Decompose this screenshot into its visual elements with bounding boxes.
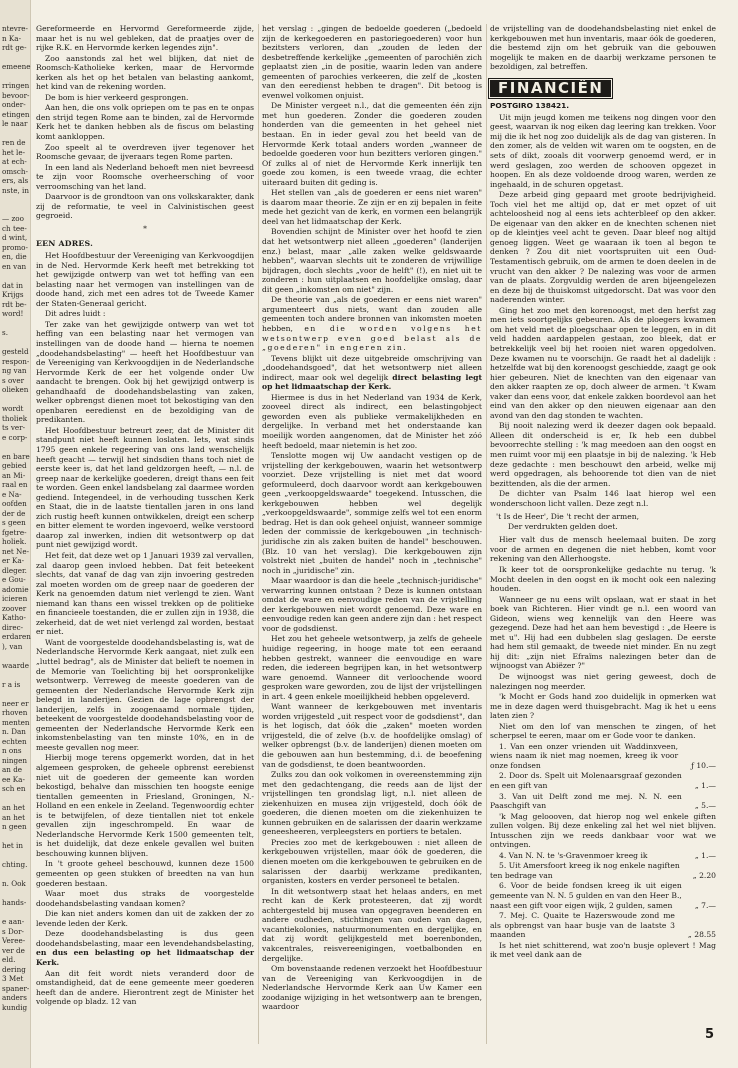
paragraph: Waar moet dus straks de voorgestelde doodehandsbelasting vandaan komen?: [36, 889, 254, 908]
gift-entry: [490, 771, 716, 790]
gutter-text-fragment: — zoo: [2, 214, 24, 223]
gift-entry: [490, 792, 716, 811]
gutter-text-fragment: ts ver-: [2, 423, 26, 432]
page-number: 5: [704, 1027, 714, 1042]
paragraph: De dichter van Psalm 146 laat hierop wel een wonderschoon licht vallen. Deze zegt n.l.: [490, 489, 716, 508]
gutter-text-fragment: tholiek: [2, 413, 28, 423]
gutter-text-fragment: r a is: [2, 679, 21, 689]
gutter-text-fragment: net Ne-: [2, 546, 30, 556]
bold-text: direct belasting legt op het lidmaatschap der Kerk.: [262, 372, 482, 392]
gutter-text-fragment: rdt be-: [2, 299, 27, 309]
gutter-text-fragment: ), van: [2, 641, 23, 651]
gutter-text-fragment: an het: [2, 812, 25, 822]
spaced-text: en die worden volgens het wetsontwerp even goed belast als de „goederen" in engeren zin.: [262, 323, 482, 353]
paragraph: Hiermee is dus in het Nederland van 1934 de Kerk, zooveel direct als indirect, een belastingobject geworden even als publieke vermakelijkheden en dergelijke. In verband met het onderstaande kan moeilijk worden aangenomen, dat de Minister het zóó heeft bedoeld, maar nietemin is het zoo.: [262, 392, 482, 450]
paragraph: het verslag : „gingen de bedoelde goederen („bedoeld zijn de kerkegoederen en pastoriegoederen) voor hun bezitsters verloren, dan „zouden de leden der desbetreffende kerkelijke „gemeenten of parochiën zich geplaatst zien „in de positie, waarin leden van andere gemeenten of parochies verkeeren, die zelf de „kosten van den eeredienst hebben te dragen". Dit betoog is evenwel volkomen onjuist.: [262, 24, 482, 100]
gutter-text-fragment: erdaren: [2, 632, 31, 641]
paragraph: [36, 929, 254, 967]
gift-entry: [490, 861, 716, 880]
paragraph: [262, 295, 482, 352]
paragraph: Aan dit feit wordt niets veranderd door de omstandigheid, dat de eene gemeente meer goederen heeft dan de andere. Hierontrent zegt de Minister het volgende op bladz. 12 van: [36, 968, 254, 1007]
gutter-text-fragment: e corp-: [2, 432, 28, 442]
paragraph: De Minister vergeet n.l., dat die gemeenten één zijn met hun goederen. Zonder die goederen zouden honderden van die gemeenten in het geheel niet bestaan. En in ieder geval zou het beeld van de Hervormde Kerk totaal anders worden „wanneer de bedoelde goederen voor hun bezitters verloren gingen." Of zulks al of niet de Hervormde Kerk innerlijk ten goede zou komen, is een tweede vraag, die echter uiteraard buiten dit geding is.: [262, 101, 482, 187]
gift-description: 4. Van N. N. te 's-Gravenmoer kreeg ik: [499, 850, 648, 860]
paragraph: In dit wetsontwerp staat het helaas anders, en met recht kan de Kerk protesteeren, dat zij wordt achtergesteld bij musea van opgegraven beenderen en andere oudheden, stichtingen van ouden van dagen, vacantiekolonies, natuurmonumenten en dergelijke, en dat zij wordt gelijkgesteld met boerenbonden, vakcentrales, reisvereenigingen, voetbalbonden en dergelijke.: [262, 886, 482, 963]
gift-entry: [490, 911, 716, 940]
gutter-text-fragment: dering: [2, 964, 26, 974]
previous-page-margin: [0, 0, 31, 1068]
paragraph: Want de voorgestelde doodehandsbelasting is, wat de Nederlandsche Hervormde Kerk aangaat, niet zulk een „luttel bedrag", als de Minister dat belieft te noemen in de Memorie van Toelichting bij het oorspronkelijke wetsontwerp. Verreweg de meeste goederen van de gemeenten der Nederlandsche Hervormde Kerk zijn belegd in landerijen. Gezien de lage opbrengst der landerijen, zelfs in zoogenaamd normale tijden, beteekent de voorgestelde doodehandsbelasting voor de gemeenten der Nederlandsche Hervormde Kerk een inkomstenbelasting van ten minste 10%, en in de meeste gevallen nog meer.: [36, 637, 254, 752]
gutter-text-fragment: der de: [2, 508, 26, 518]
gutter-text-fragment: n. Dan: [2, 727, 26, 736]
paragraph: Ik keer tot de oorspronkelijke gedachte nu terug. 'k Mocht deelen in den oogst en ik mocht ook een nalezing houden.: [490, 564, 716, 594]
gift-description: 2. Door ds. Spelt uit Molenaarsgraaf gezonden en een gift van: [490, 771, 682, 791]
gutter-text-fragment: hands-: [2, 898, 27, 907]
gutter-text-fragment: ningen: [2, 755, 28, 765]
gutter-text-fragment: anders: [2, 993, 27, 1002]
gutter-text-fragment: kundig: [2, 1002, 28, 1012]
gutter-text-fragment: en van: [2, 261, 27, 271]
gutter-text-fragment: ers, als: [2, 176, 29, 185]
paragraph: Daarvoor is de grondtoon van ons volkskarakter, dank zij de reformatie, te veel in Calvinistischen geest gegroeid.: [36, 192, 254, 221]
section-heading: EEN ADRES.: [36, 239, 94, 249]
gutter-text-fragment: ren de: [2, 138, 26, 147]
paragraph: Aan hen, die ons volk opriepen om te pas en te onpas den strijd tegen Rome aan te binden, zal de Hervormde Kerk het te danken hebben als de fiscus om belasting komt aankloppen.: [36, 103, 254, 142]
gutter-text-fragment: chting.: [2, 860, 28, 869]
gift-amount: ƒ 10.—: [691, 760, 716, 770]
paragraph: In 't groote geheel beschouwd, kunnen deze 1500 gemeenten op geen stukken of breedten na van hun goederen bestaan.: [36, 859, 254, 888]
paragraph: Het Hoofdbestuur betreurt zeer, dat de Minister dit standpunt niet heeft kunnen loslaten. Iets, wat sinds 1795 geen enkele regeering van ons land wenschelijk heeft geacht — terwijl het sindsdien thans toch niet de eerste keer is, dat het land geldzorgen heeft, — n.l. de greep naar de kerkelijke goederen, dreigt thans een feit te worden. Geen enkel landsbelang zal daarmee worden gediend. Integendeel, in de verhouding tusschen Kerk en Staat, die in de laatste tientallen jaren in ons land zich rustig heeft kunnen ontwikkelen, dreigt een scherp en bitter element te worden ingevoerd, welke verstoord daarop zal inwerken, indien dit wetsontwerp op dat punt niet gewijzigd wordt.: [36, 425, 254, 550]
paragraph: Het feit, dat deze wet op 1 Januari 1939 zal vervallen, zal daarop geen invloed hebben. Dat feit beteekent slechts, dat vanaf de dag van zijn invoering gestreden zal moeten worden om de greep naar de goederen der Kerk na genoemden datum niet verlengd te zien. Want niemand kan thans een wissel trekken op de politieke en financieele toestanden, die er zullen zijn in 1938, die zekerheid, dat de wet niet verlengd zal worden, bestaat er niet.: [36, 550, 254, 637]
paragraph: [262, 354, 482, 392]
gutter-text-fragment: omsch-: [2, 166, 28, 176]
gutter-text-fragment: s over: [2, 375, 25, 385]
paragraph: Hier valt dus de mensch heelemaal buiten. De zorg voor de armen en degenen die niet hebben, komt voor rekening van den Allerhoogste.: [490, 535, 716, 564]
paragraph: 'k Mag geloooven, dat hierop nog wel enkele giften zullen volgen. Bij deze enkeling zal het wel niet blijven. Intusschen zijn we reeds dankbaar voor wat we ontvingen.: [490, 811, 716, 850]
paragraph: Zoo speelt al te overdreven ijver tegenover het Roomsche gevaar, de ijveraars tegen Rome parten.: [36, 142, 254, 162]
gutter-text-fragment: rdt ge-: [2, 43, 27, 52]
gutter-text-fragment: onder-: [2, 100, 26, 109]
gutter-text-fragment: en bare: [2, 451, 30, 461]
paragraph: Tenslotte mogen wij Uw aandacht vestigen op de vrijstelling der kerkgebouwen, waarin het wetsontwerp voorziet. Deze vrijstelling is niet met dat woord geformuleerd, doch daarvoor wordt aan kerkgebouwen geen „verkoopgeldswaarde" toegekend. Intusschen, die kerkgebouwen hebben wel degelijk „verkoopgeldswaarde", sommige zelfs wel tot een enorm bedrag. Het is dan ook geheel onjuist, wanneer sommige leden der commissie de kerkgebouwen „in technisch-juridische zin als zaken buiten de handel" beschouwen. (Blz. 10 van het verslag). Die kerkgebouwen zijn volstrekt niet „buiten de handel" noch in „technische" noch in „juridische" zin.: [262, 451, 482, 575]
gift-amount: „ 1.—: [694, 850, 716, 860]
gutter-text-fragment: at ech-: [2, 157, 27, 166]
column-divider: [258, 24, 259, 1044]
paragraph: De wijnoogst was niet gering geweest, doch de nalezingen nog meerder.: [490, 672, 716, 691]
gutter-text-fragment: dleger.: [2, 565, 27, 575]
gift-amount: „ 7.—: [694, 900, 716, 910]
paragraph: Niet om den lof van menschen te zingen, of het scherpsel te eeren, maar om er Gode voor te danken.: [490, 721, 716, 741]
gutter-text-fragment: ee Ka-: [2, 774, 25, 784]
gutter-text-fragment: n. Ook: [2, 879, 26, 888]
gutter-text-fragment: emeene: [2, 62, 31, 71]
gutter-text-fragment: rhoven: [2, 708, 28, 717]
gutter-text-fragment: eld.: [2, 955, 16, 964]
paragraph: Het stellen van „als de goederen er eens niet waren" is daarom maar theorie. Ze zijn er en zij bepalen in feite mede het gezicht van de kerk, en vormen een belangrijk deel van het lidmaatschap der Kerk.: [262, 188, 482, 226]
gutter-text-fragment: ng van: [2, 366, 27, 375]
gutter-text-fragment: ntevre-: [2, 24, 28, 33]
paragraph: Die kan niet anders komen dan uit de zakken der zo levende leden der Kerk.: [36, 909, 254, 928]
gutter-text-fragment: sch en: [2, 784, 26, 793]
gutter-text-fragment: Katho-: [2, 613, 26, 622]
paragraph: Het Hoofdbestuur der Vereeniging van Kerkvoogdijen in de Ned. Hervormde Kerk heeft met betrekking tot het gewijzigde ontwerp van wet tot heffing van een belasting naar het vermogen van instellingen van de doode hand, zich met een adres tot de Tweede Kamer der Staten-Generaal gericht.: [36, 251, 254, 308]
gutter-text-fragment: n Ka-: [2, 33, 21, 43]
gutter-text-fragment: zoover: [2, 603, 27, 613]
paragraph: de vrijstelling van de doodehandsbelasting niet enkel de kerkgebouwen met hun inventaris, maar óók de goederen, die bestemd zijn om het gebruik van die gebouwen mogelijk te maken en de daarbij werkzame personen te bezoldigen, zal betreffen.: [490, 24, 716, 72]
gutter-text-fragment: fgetre-: [2, 527, 27, 537]
gutter-text-fragment: ch tee-: [2, 223, 27, 233]
gutter-text-fragment: het le-: [2, 147, 26, 157]
gutter-text-fragment: ver de: [2, 945, 25, 955]
gutter-text-fragment: s Dor-: [2, 926, 24, 936]
financien-title: FINANCIËN: [490, 80, 611, 98]
gutter-text-fragment: n ons: [2, 746, 22, 755]
paragraph: In een land als Nederland behoeft men niet bevreesd te zijn voor Roomsche overheersching of voor verroomsching van het land.: [36, 162, 254, 191]
gutter-text-fragment: word!: [2, 309, 24, 318]
postgiro-number: POSTGIRO 138421.: [490, 101, 570, 111]
text: Tevens blijkt uit deze uitgebreide omschrijving van „doodehandsgoed", dat het wetsontwerp niet alleen indirect, maar ook wel degelijk: [262, 353, 482, 382]
paragraph: Want wanneer de kerkgebouwen met inventaris worden vrijgesteld „uit respect voor de godsdienst", dan is het logisch, dat óók die „zaken" moeten worden vrijgesteld, die of zelve (b.v. de hoofdelijke omslag) of welker opbrengst (b.v. de landerijen) dienen moeten om die gebouwen aan hun bestemming, d.i. de beoefening van de godsdienst, te doen beantwoorden.: [262, 702, 482, 769]
gift-description: 7. Mej. C. Quaite te Hazerswoude zond me als opbrengst van haar busje van de laatste 3 maanden: [490, 911, 675, 940]
gutter-text-fragment: direc-: [2, 622, 24, 632]
column-3: [490, 24, 716, 960]
gutter-text-fragment: le naar: [2, 119, 28, 128]
gutter-text-fragment: nste, in: [2, 185, 29, 195]
paragraph: Hierbij moge terens opgemerkt worden, dat in het algemeen gesproken, de geheele opbrenst eerebienst niet uit de goederen der gemeente kan worden bekostigd, behalve dan misschien ten hoogste eenige tientallen gemeenten in Friesland, Groningen, N.-Holland en een enkele in Zeeland. Tegenwoordig echter is te betwijfelen, of deze tientallen niet tot enkele gevallen zijn ingeschrompeld. En waar de Nederlandsche Hervormde Kerk 1500 gemeenten telt, is het duidelijk, dat deze enkele gevallen wel buiten beschouwing kunnen blijven.: [36, 753, 254, 858]
gutter-text-fragment: an de: [2, 765, 23, 774]
paragraph: De bom is hier verkeerd gesprongen.: [45, 92, 189, 102]
gutter-text-fragment: raal en: [2, 480, 28, 489]
gutter-text-fragment: promo-: [2, 242, 28, 252]
paragraph: Uit mijn jeugd komen me teikens nog dingen voor den geest, waarvan ik nog eiken dag leering kan trekken. Voor mij die ik het nog zoo duidelijk als de dag van gisteren. In den zomer, als de velden wit waren om te oogsten, en de sets of dikt, zooals dit voorwerp genoemd werd, er in werd geslagen, zoo werden de schooven opgezet in hoopen. En als deze voldoende droog waren, werden ze ingehaald, in de schuren opgetast.: [490, 112, 716, 189]
gift-description: 5. Uit Amersfoort kreeg ik nog enkele nagiften ten bedrage van: [490, 861, 680, 880]
column-2: [262, 24, 482, 1012]
column-divider: [486, 24, 487, 1044]
gutter-text-fragment: e aan-: [2, 917, 25, 926]
gutter-text-fragment: er Ka-: [2, 556, 25, 565]
gutter-text-fragment: oofden: [2, 499, 27, 508]
paragraph: Deze arbeid ging gepaard met groote bedrijvigheid. Toch viel het me altijd op, dat er met opzet of uit achteloosheid nog al eens iets achterbleef op den akker. De eigenaar van den akker en de knechten schenen niet op de kleintjes veel acht te geven. Daar bleef nog altijd genoeg liggen. Weet ge waaraan ik toen al begon te denken ? Zou dit niet voortspruiten uit een Oud-Testamentisch gebruik, om de armen te doen deelen in de vrucht van den akker ? De nalezing was voor de armen van de plaats. Zorgvuldig werden de aren bijeengelezen en deze bij de thuiskomst uitgedorscht. Dat was voor den naderenden winter.: [490, 190, 716, 305]
gutter-text-fragment: olieken: [2, 385, 29, 394]
gutter-text-fragment: wordt: [2, 404, 24, 413]
paragraph: Maar waardoor is dan die heele „technisch-juridische" verwarring kunnen ontstaan ? Deze is kunnen ontstaan omdat de ware en eenvoudige reden van de vrijstelling der kerkgebouwen niet wordt genoemd. Deze ware en eenvoudige reden kan geen andere zijn dan : het respect voor de godsdienst.: [262, 576, 482, 633]
gift-amount: „ 28.55: [687, 930, 716, 940]
text: Deze doodehandsbelasting is dus geen doodehandsbelasting, maar een levendehandsbelasting,: [36, 929, 254, 948]
section-separator: *: [143, 223, 147, 233]
gutter-text-fragment: rringen: [2, 81, 30, 90]
psalm-quote: [490, 522, 716, 532]
gift-entry: [490, 851, 716, 861]
gift-description: 3. Van uit Delft zond me mej. N. N. een Paaschgift van: [490, 791, 682, 811]
gutter-text-fragment: e Gou-: [2, 575, 26, 584]
gutter-text-fragment: s.: [2, 328, 8, 337]
gift-description: 1. Van een onzer vrienden uit Waddinxveen, wiens naam ik niet mag noemen, kreeg ik voor onze fondsen: [490, 741, 679, 770]
paragraph: Zulks zou dan ook volkomen in overeenstemming zijn met den gedachtengang, die reeds aan de lijst der vrijstellingen ten grondslag ligt, n.l. niet alleen de ziekenhuizen en musea zijn vrijgesteld, doch óók de goederen, die dienen moeten om die ziekenhuizen te kunnen gebruiken en de salarissen der daarin werkzame geneesheeren, verpleegsters en portiers te betalen.: [262, 770, 482, 837]
paragraph: Het zou het geheele wetsontwerp, ja zelfs de geheele huidige regeering, in hooge mate tot een eeraand hebben gestrekt, wanneer die eenvoudige en ware reden, die iedereen begrijpen kan, in het wetsontwerp ware genoemd. Wanneer dit verloochende woord gesproken ware geworden, zou de lijst der vrijstellingen in art. 4 geen enkele moeilijkheid hebben opgeleverd.: [262, 634, 482, 701]
gutter-text-fragment: gesteld: [2, 347, 29, 356]
paragraph: Ter zake van het gewijzigde ontwerp van wet tot heffing van een belasting naar het vermogen van instellingen van de doode hand — hierna te noemen „doodehandsbelasting" — heeft het Hoofdbestuur van de Vereeniging van Kerkvoogdijen in de Nederlandsche Hervormde Kerk de eer het volgende onder Uw aandacht te brengen. Ook bij het gewijzigd ontwerp is gehandhaafd de doodehandsbelasting van zaken, welker opbrengst dienen moet tot bekostiging van den openbaren eeredienst en de bezoldiging van de predikanten.: [36, 319, 254, 425]
paragraph: Zoo aanstonds zal het wel blijken, dat niet de Roomsch-Katholieke kerken, maar de Hervormde kerken als het op het betalen van belasting aankomt, het kind van de rekening worden.: [36, 53, 254, 92]
gift-entry: [490, 881, 716, 910]
gutter-text-fragment: respon-: [2, 356, 30, 366]
gutter-text-fragment: neer er: [2, 698, 29, 708]
text: De theorie van „als de goederen er eens niet waren" argumenteert dus niets, want dan zouden alle gemeenten toch andere bronnen van inkomsten moeten hebben,: [262, 295, 482, 333]
gift-entry: [490, 742, 716, 771]
gutter-text-fragment: menten: [2, 717, 30, 727]
gutter-text-fragment: 3 Met: [2, 974, 24, 983]
gutter-text-fragment: n geen: [2, 822, 27, 831]
gutter-text-fragment: echten: [2, 736, 27, 746]
gutter-text-fragment: etingen: [2, 109, 30, 119]
gutter-text-fragment: adomie: [2, 584, 29, 594]
gutter-text-fragment: spaner-: [2, 983, 30, 993]
paragraph: 'k Mocht er Gods hand zoo duidelijk in opmerken wat me in deze dagen werd thuisgebracht. Mag ik het u eens laten zien ?: [490, 692, 716, 721]
paragraph: Om bovenstaande redenen verzoekt het Hoofdbestuur van de Vereeniging van Kerkvoogdijen in de Nederlandsche Hervormde Kerk aan Uw Kamer een zoodanige wijziging in het wetsontwerp aan te brengen, waardoor: [262, 964, 482, 1012]
paragraph: Wanneer ge nu eens wilt opslaan, wat er staat in het boek van Richteren. Hier vindt ge n.l. een woord van Gideon, wiens weg kennelijk van den Heere was gezegend. Deze had het aan hem bevestigd : „de Heere is met u". Hij had een dubbelen slag geslagen. De eerste had hem stil gemaakt, de tweede niet minder. En nu zegt hij dit: „zijn niet Efraïms nalezingen beter dan de wijnoogst van Abiëzer ?": [490, 594, 716, 671]
gutter-text-fragment: e Na-: [2, 489, 22, 499]
gutter-text-fragment: waarde: [2, 660, 30, 670]
gutter-text-fragment: an Mi-: [2, 470, 26, 480]
gift-description: 6. Voor de beide fondsen kreeg ik uit eigen gemeente van N. N. 5 gulden en van den Heer B., naast een gift voor eigen wijk, 2 gulden, samen: [490, 881, 682, 910]
gutter-text-fragment: bevoor-: [2, 90, 30, 100]
gutter-text-fragment: gebied: [2, 461, 27, 470]
gift-amount: „ 1.—: [694, 781, 716, 791]
paragraph: Dit adres luidt :: [45, 309, 106, 319]
gutter-text-fragment: Veree-: [2, 936, 26, 945]
paragraph: Ging het zoo met den korenoogst, met den herfst zag men iets soortgelijks gebeuren. Als de ploegers kwamen om het veld met de ploegschaar open te leggen, en in dit veld hadden aardappelen gestaan, zoo bleek, dat er betrekkelijk veel bij het rooien niet waren opgedolven. Deze kwamen nu te voorschijn. Ge raadt het al dadelijk : hetzelfde wat bij den korenoogst geschiedde, zaagt ge ook hier gebeuren. Niet de knechten van den eigenaar van den akker raapten ze op, doch alweer de armen. 't Kwam vaker dan eens voor, dat enkele zakken boordevol aan het eind van den akker op den nieuwen eigenaar aan den avond van den dag stonden te wachten.: [490, 305, 716, 420]
gutter-text-fragment: dat in: [2, 280, 23, 290]
gutter-text-fragment: het in: [2, 841, 23, 850]
financien-header: [490, 80, 716, 98]
paragraph: Gereformeerde en Hervormd Gereformeerde zijde, maar het is nu wel gebleken, dat de praatjes over de rijke R.K. en Hervormde kerken legendes zijn".: [36, 24, 254, 53]
gutter-text-fragment: en, die: [2, 252, 27, 261]
gutter-text-fragment: Krijgs: [2, 290, 24, 299]
paragraph: Is het niet schitterend, wat zoo'n busje oplevert ! Mag ik met veel dank aan de: [490, 940, 716, 960]
quote-line: Der verdrukten gelden doet.: [508, 521, 618, 531]
quote-line: 't Is de Heer', Die 't recht der armen,: [496, 512, 640, 522]
paragraph: Bij nooit nalezing werd ik deezer dagen ook bepaald. Alleen dit onderscheid is er, Ik heb een dubbel bevoorrechte stelling : 'k mag meedoen aan den oogst en men ruimt voor mij een plaatsje in bij de nalezing. 'k Heb deze gedachte : men beschouwt den arbeid, welke mij werd opgedragen, als behoorende tot dien van de niet bezittenden, als die der armen.: [490, 421, 716, 488]
column-1: [36, 24, 254, 1007]
gutter-text-fragment: s geen: [2, 518, 26, 527]
psalm-quote: [490, 512, 716, 522]
bold-text: en dus een belasting op het lidmaatschap der Kerk.: [36, 948, 254, 967]
gutter-text-fragment: d wint,: [2, 233, 28, 242]
gutter-text-fragment: icieren: [2, 594, 28, 603]
gift-amount: „ 2.20: [692, 870, 716, 880]
gift-amount: „ 5.—: [694, 801, 716, 811]
paragraph: Precies zoo met de kerkgebouwen : niet alleen de kerkgebouwen vrijstellen, maar óók de goederen, die dienen moeten om die kerkgebouwen te gebruiken en de salarissen der daarbij werkzame predikanten, organisten, kosters en verder personeel te betalen.: [262, 837, 482, 886]
gutter-text-fragment: holiek.: [2, 537, 27, 546]
paragraph: Bovendien schijnt de Minister over het hoofd te zien dat het wetsontwerp niet alleen „goederen" (landerijen enz.) belast, maar „alle zaken welke geldswaarde hebben", waarvan slechts uit te zonderen de vrijwillige bijdragen, doch slechts „voor de helft" (!), en niet uit te zonderen : hun uitplaatsen en hoofdelijke omslag, daar dit geen „inkomsten om niet" zijn.: [262, 227, 482, 294]
gutter-text-fragment: an het: [2, 803, 25, 812]
